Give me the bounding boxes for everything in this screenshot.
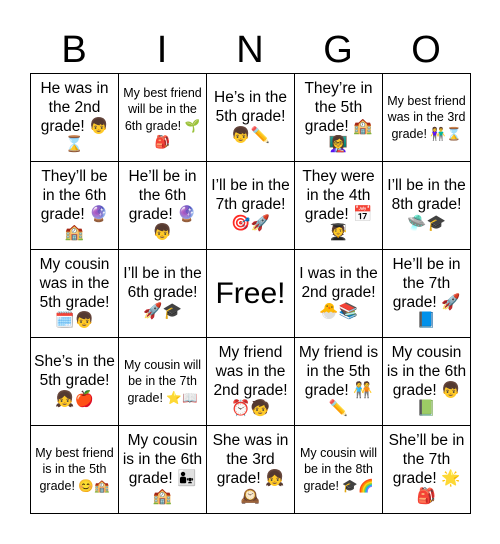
bingo-cell-r4-c5[interactable]: My cousin is in the 6th grade! 👦📗 [383,338,471,426]
bingo-cell-r2-c3[interactable]: I’ll be in the 7th grade! 🎯🚀 [207,162,295,250]
bingo-cell-r2-c4[interactable]: They were in the 4th grade! 📅🧑‍🎓 [295,162,383,250]
bingo-grid [30,73,471,514]
bingo-cell-r5-c1[interactable]: My best friend is in the 5th grade! 😊🏫 [31,426,119,514]
bingo-cell-r1-c3[interactable]: He’s in the 5th grade! 👦✏️ [207,74,295,162]
bingo-cell-r4-c1[interactable]: She’s in the 5th grade! 👧🍎 [31,338,119,426]
bingo-cell-r3-c2[interactable]: I’ll be in the 6th grade! 🚀🎓 [119,250,207,338]
bingo-cell-r5-c5[interactable]: She’ll be in the 7th grade! 🌟🎒 [383,426,471,514]
bingo-cell-r5-c4[interactable]: My cousin will be in the 8th grade! 🎓🌈 [295,426,383,514]
bingo-header [30,28,470,72]
bingo-cell-r5-c2[interactable]: My cousin is in the 6th grade! 👨‍👧🏫 [119,426,207,514]
bingo-cell-r1-c2[interactable]: My best friend will be in the 6th grade! 🌱🎒 [119,74,207,162]
bingo-cell-r2-c2[interactable]: He’ll be in the 6th grade! 🔮👦 [119,162,207,250]
bingo-cell-r1-c4[interactable]: They’re in the 5th grade! 🏫👩‍🏫 [295,74,383,162]
bingo-cell-r2-c5[interactable]: I’ll be in the 8th grade! 🛸🎓 [383,162,471,250]
free-space[interactable]: Free! [207,250,295,338]
bingo-cell-r4-c3[interactable]: My friend was in the 2nd grade! ⏰🧒 [207,338,295,426]
bingo-cell-r2-c1[interactable]: They’ll be in the 6th grade! 🔮🏫 [31,162,119,250]
header-letter-o: O [411,29,441,71]
header-letter-b: B [61,29,87,71]
bingo-cell-r1-c1[interactable]: He was in the 2nd grade! 👦⌛ [31,74,119,162]
header-letter-n: N [236,29,264,71]
header-letter-i: I [156,29,168,71]
bingo-cell-r4-c2[interactable]: My cousin will be in the 7th grade! ⭐📖 [119,338,207,426]
bingo-cell-r3-c1[interactable]: My cousin was in the 5th grade! 🗓️👦 [31,250,119,338]
header-letter-g: G [323,29,353,71]
bingo-cell-r3-c5[interactable]: He’ll be in the 7th grade! 🚀📘 [383,250,471,338]
bingo-cell-r4-c4[interactable]: My friend is in the 5th grade! 🧑‍🤝‍🧑✏️ [295,338,383,426]
bingo-cell-r5-c3[interactable]: She was in the 3rd grade! 👧🕰️ [207,426,295,514]
bingo-cell-r1-c5[interactable]: My best friend was in the 3rd grade! 👫⌛ [383,74,471,162]
bingo-cell-r3-c4[interactable]: I was in the 2nd grade! 🐣📚 [295,250,383,338]
